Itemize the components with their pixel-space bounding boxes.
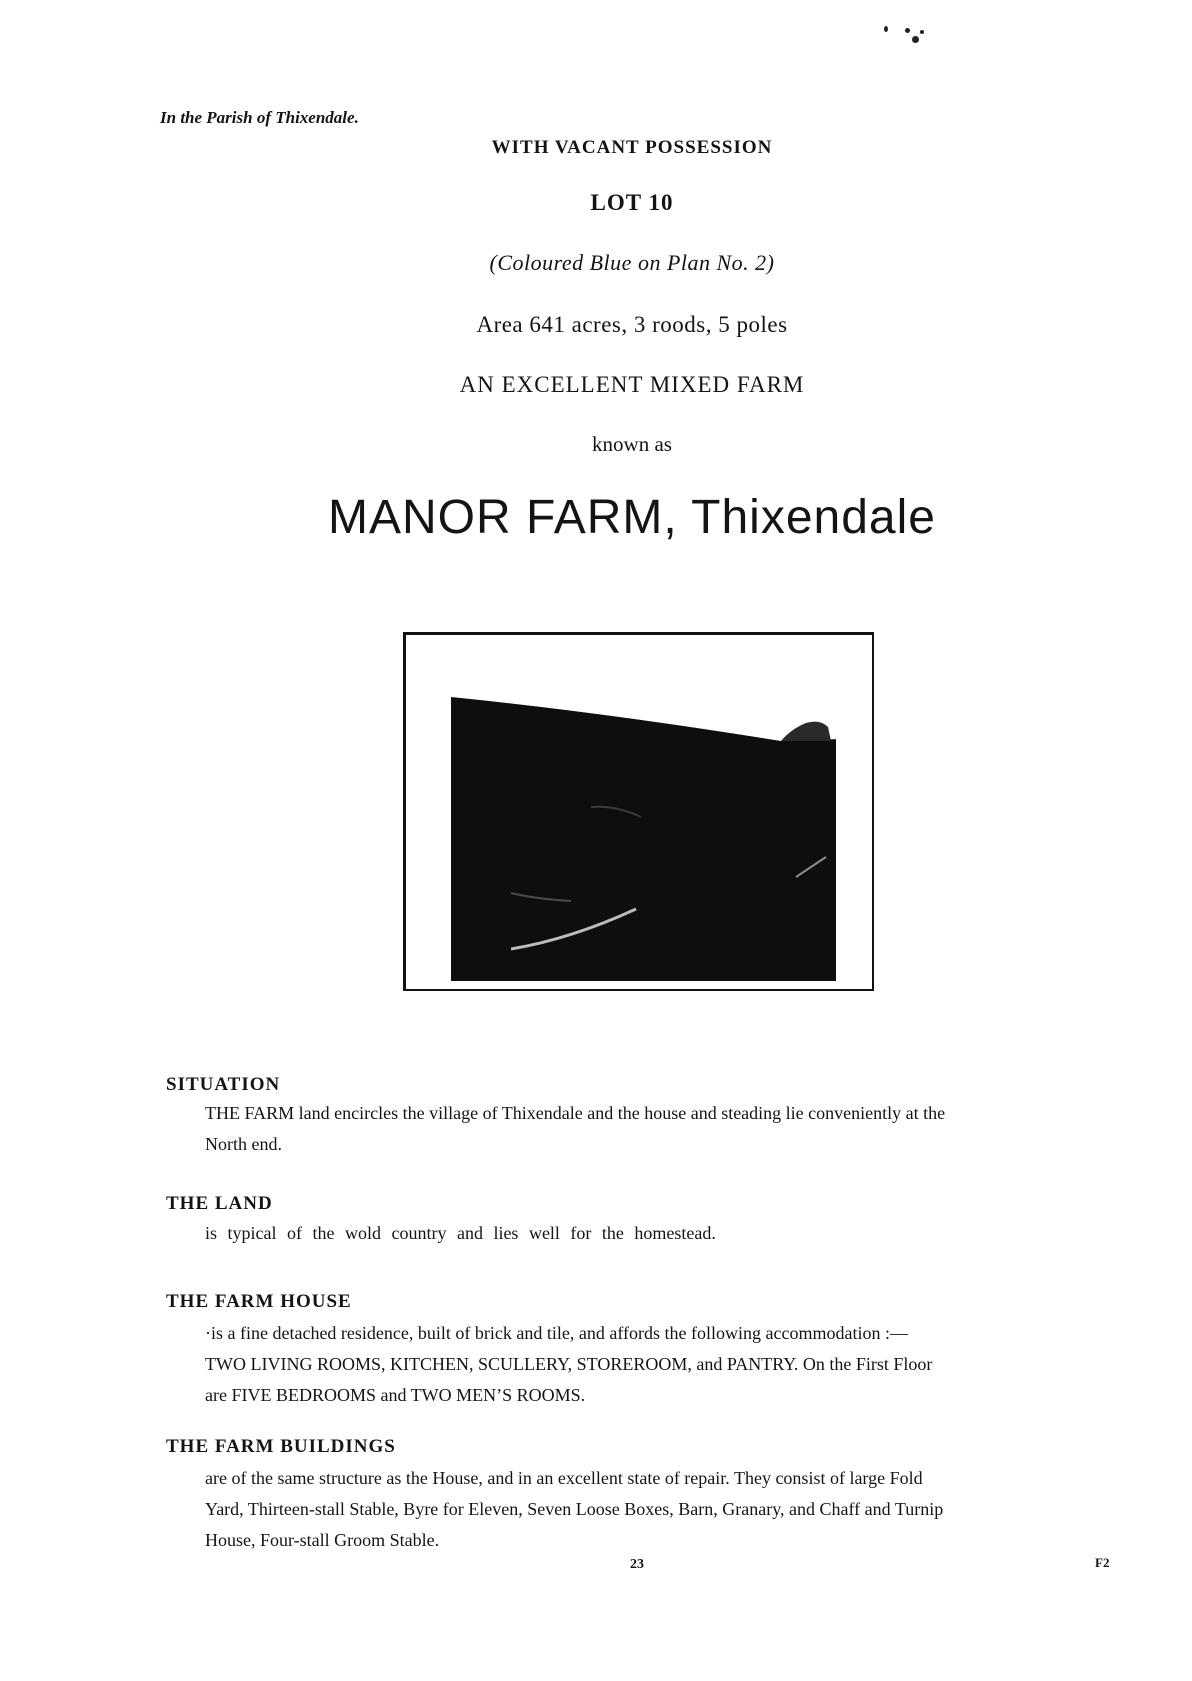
ink-speck xyxy=(884,26,888,32)
lot-number: LOT 10 xyxy=(590,190,674,215)
farm-house-line: ·is a fine detached residence, built of brick and tile, and affords the following accommodation :— xyxy=(205,1323,908,1343)
farm-buildings-text xyxy=(205,1463,1125,1556)
folio-mark: F2 xyxy=(1095,1555,1110,1570)
farm-house-text xyxy=(205,1318,1125,1411)
page-title: MANOR FARM, Thixendale xyxy=(328,491,936,544)
farm-buildings-line: House, Four-stall Groom Stable. xyxy=(205,1530,440,1550)
area-line: Area 641 acres, 3 roods, 5 poles xyxy=(476,312,788,337)
farm-buildings-heading: THE FARM BUILDINGS xyxy=(166,1436,396,1457)
farm-photograph-frame xyxy=(403,632,874,991)
farm-photograph xyxy=(451,687,836,981)
farm-buildings-line: Yard, Thirteen-stall Stable, Byre for Eleven, Seven Loose Boxes, Barn, Granary, and Chaff and Turnip xyxy=(205,1499,944,1519)
land-heading: THE LAND xyxy=(166,1193,273,1214)
farm-house-line: TWO LIVING ROOMS, KITCHEN, SCULLERY, STOREROOM, and PANTRY. On the First Floor xyxy=(205,1354,933,1374)
farm-description: AN EXCELLENT MIXED FARM xyxy=(459,372,805,397)
parish-label: In the Parish of Thixendale. xyxy=(160,108,359,127)
situation-line: North end. xyxy=(205,1134,282,1154)
farm-house-line: are FIVE BEDROOMS and TWO MEN’S ROOMS. xyxy=(205,1385,586,1405)
ink-speck xyxy=(905,28,910,33)
farm-house-heading: THE FARM HOUSE xyxy=(166,1291,352,1312)
land-line: is typical of the wold country and lies well for the homestead. xyxy=(205,1223,716,1243)
known-as: known as xyxy=(592,432,672,456)
ink-speck xyxy=(912,36,919,43)
vacant-possession: WITH VACANT POSSESSION xyxy=(491,137,773,158)
plan-reference: (Coloured Blue on Plan No. 2) xyxy=(489,250,775,275)
land-text xyxy=(205,1218,1125,1249)
situation-heading: SITUATION xyxy=(166,1074,281,1095)
situation-text xyxy=(205,1098,1125,1160)
page-number: 23 xyxy=(630,1557,644,1572)
situation-line: THE FARM land encircles the village of Thixendale and the house and steading lie conveniently at the xyxy=(205,1103,946,1123)
farm-buildings-line: are of the same structure as the House, and in an excellent state of repair. They consist of large Fold xyxy=(205,1468,923,1488)
ink-speck xyxy=(920,30,924,34)
